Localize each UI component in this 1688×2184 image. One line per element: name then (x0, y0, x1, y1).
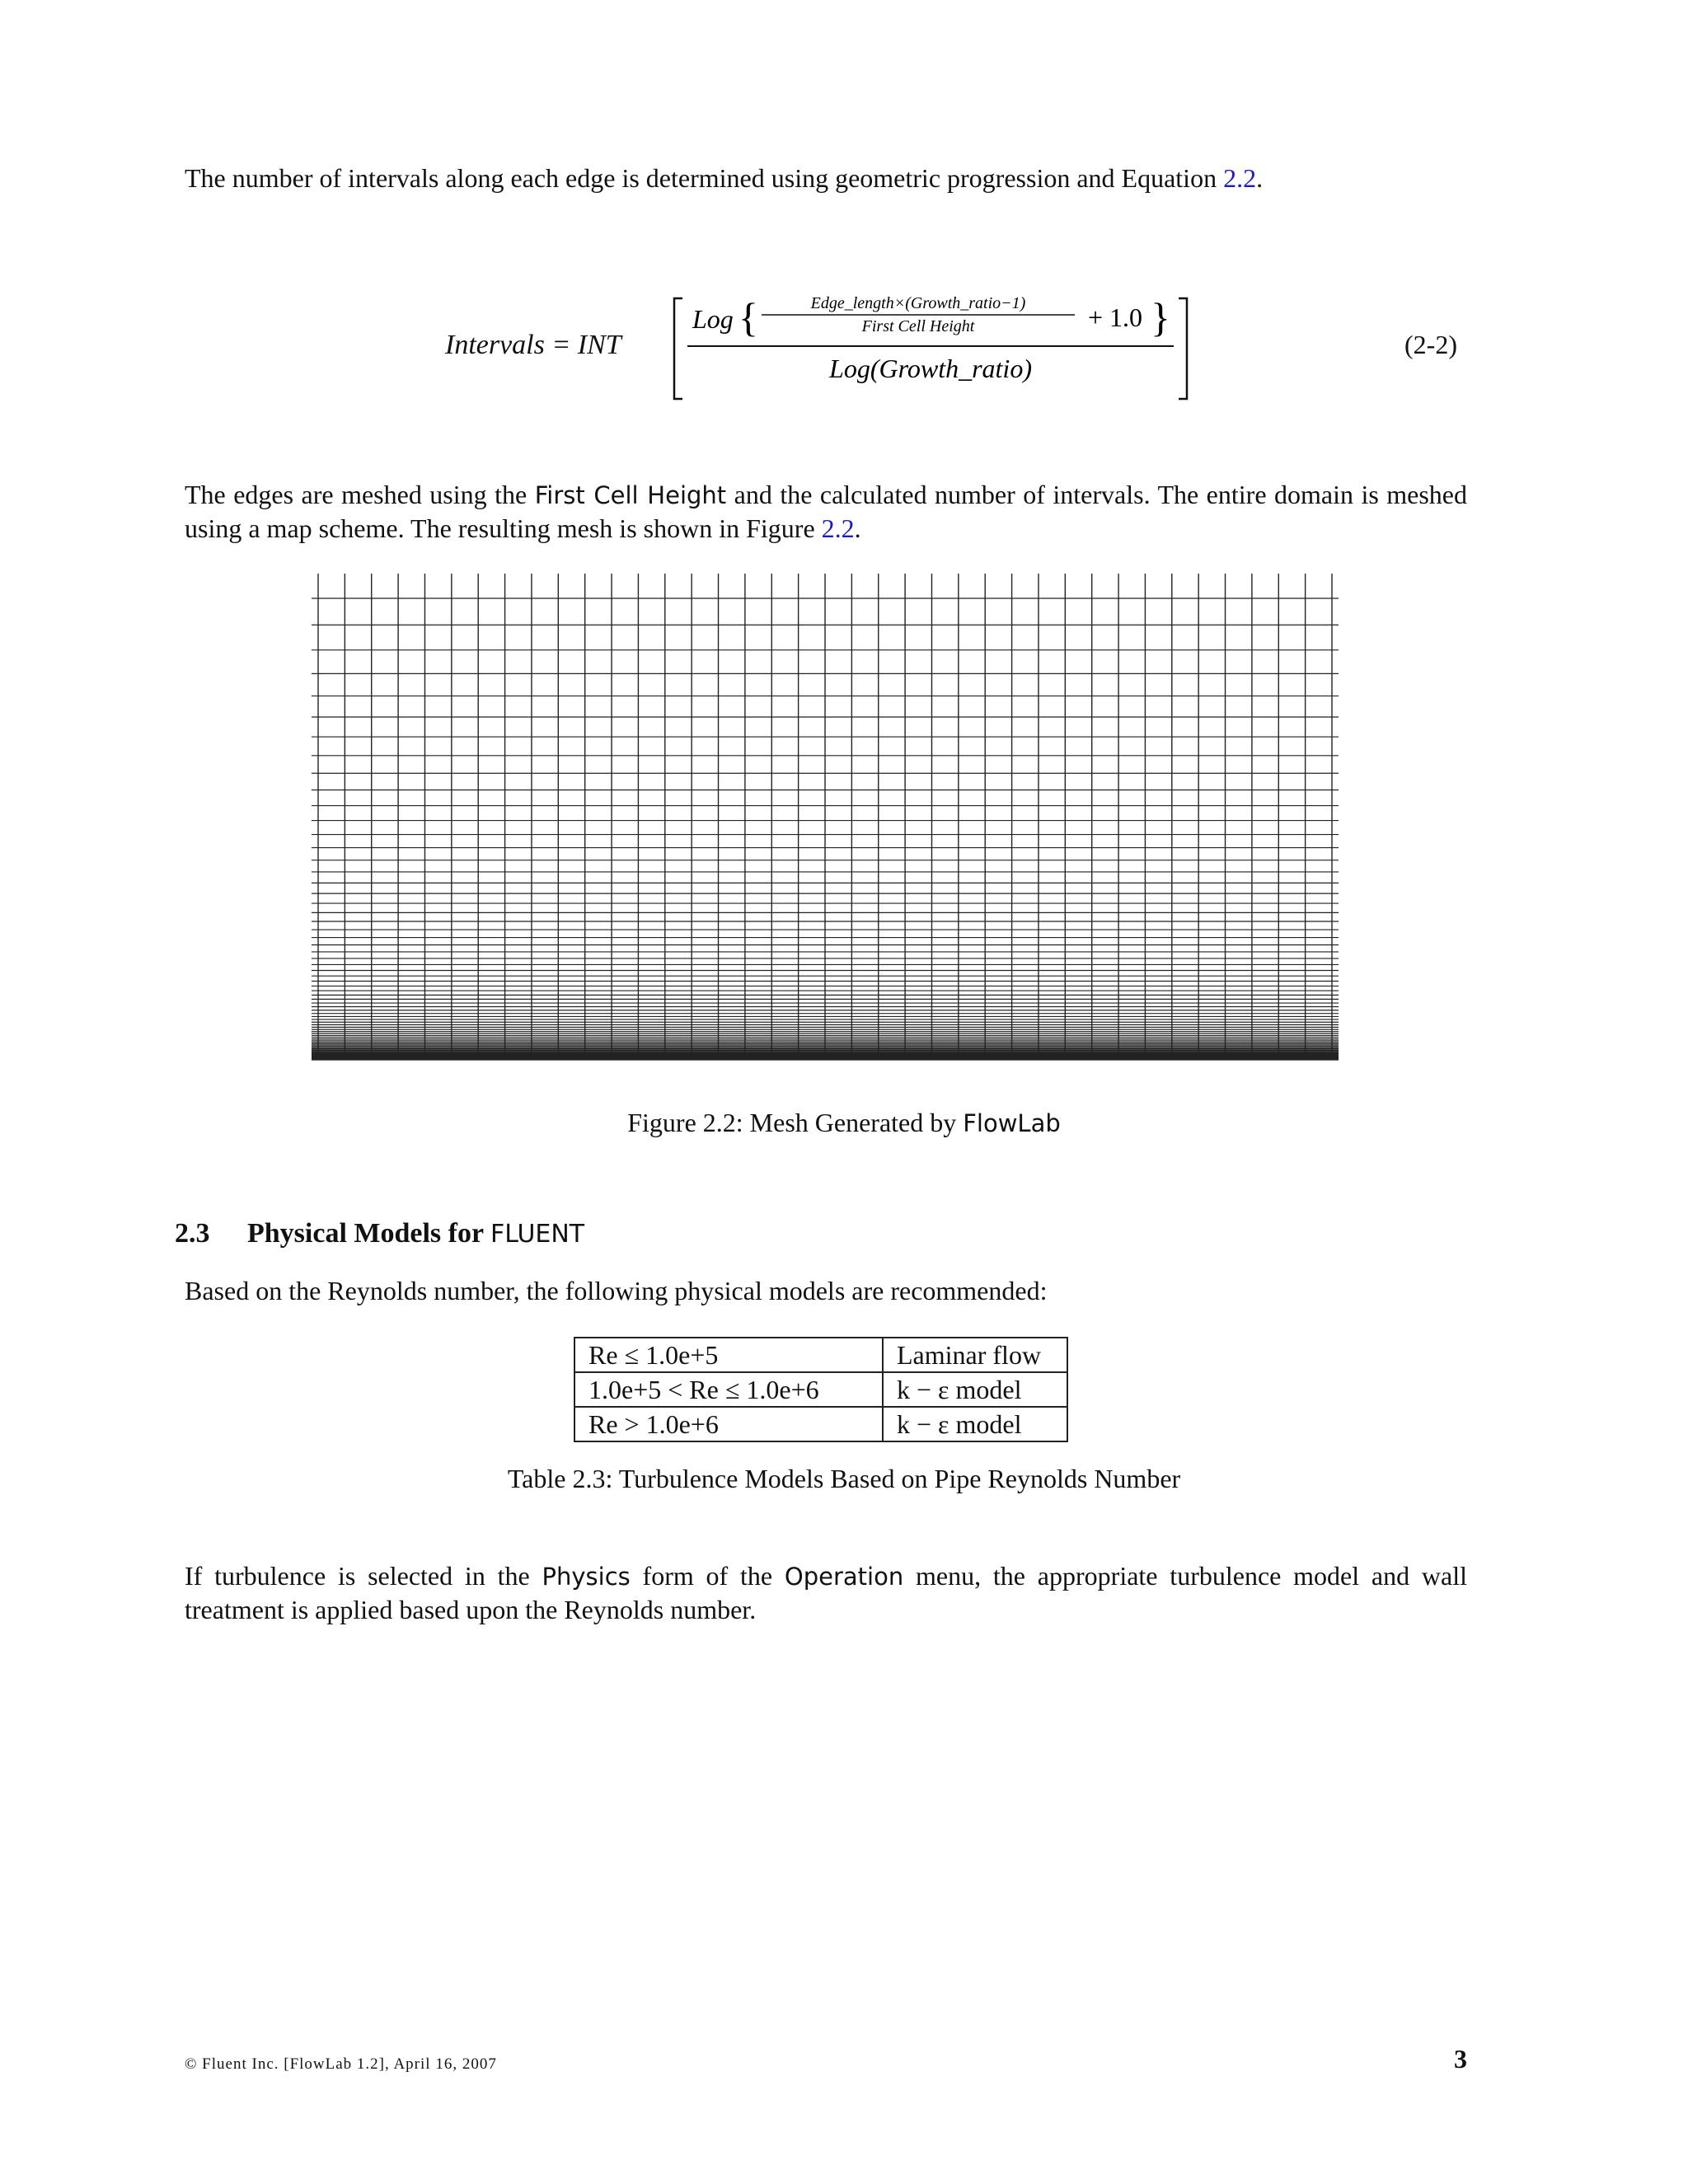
equation-lower: Log(Growth_ratio) (829, 354, 1032, 383)
equation-2-2 (445, 290, 1467, 405)
mesh-paragraph (185, 478, 1467, 545)
mesh-text-1: The edges are meshed using the (185, 480, 535, 509)
equation-ref-link[interactable]: 2.2 (1223, 163, 1257, 193)
equation-number: (2-2) (1404, 330, 1457, 359)
turb-text-3: menu, the appropriate turbulence model and wall treatment is applied based upon the Reynolds number. (185, 1561, 1468, 1624)
table-cell: Laminar flow (883, 1338, 1067, 1372)
table-cell: k − ε model (883, 1372, 1067, 1407)
mesh-text-2: and the calculated number of intervals. The entire domain is meshed using a map scheme. The resulting mesh is shown in Figure (185, 480, 1468, 543)
table-row (574, 1372, 1067, 1407)
intro-end: . (1256, 163, 1264, 193)
right-bracket (1179, 298, 1187, 399)
right-brace: } (1151, 294, 1170, 340)
table-row (574, 1407, 1067, 1441)
intro-paragraph (185, 162, 1467, 194)
equation-body (445, 290, 1269, 405)
turb-text-2: form of the (630, 1561, 785, 1591)
section-title: Physical Models for (247, 1218, 490, 1249)
equation-denominator: First Cell Height (861, 317, 975, 335)
models-paragraph: Based on the Reynolds number, the following physical models are recommended: (185, 1276, 1048, 1305)
operation-term: Operation (784, 1563, 904, 1591)
turbulence-models-table (574, 1337, 1068, 1442)
equation-plus: + 1.0 (1088, 302, 1143, 332)
mesh-text-end: . (854, 513, 861, 543)
equation-log: Log (692, 304, 734, 334)
table-cell: Re > 1.0e+6 (574, 1407, 883, 1441)
physics-term: Physics (542, 1563, 631, 1591)
figure-caption-text: Figure 2.2: Mesh Generated by (627, 1108, 964, 1137)
table-cell: Re ≤ 1.0e+5 (574, 1338, 883, 1372)
figure-ref-link[interactable]: 2.2 (821, 513, 855, 543)
left-bracket (674, 298, 682, 399)
intro-text: The number of intervals along each edge is determined using geometric progression and Equation (185, 163, 1224, 193)
section-heading (175, 1218, 584, 1249)
turb-text-1: If turbulence is selected in the (185, 1561, 542, 1591)
figure-caption-flowlab: FlowLab (963, 1109, 1061, 1137)
table-caption: Table 2.3: Turbulence Models Based on Pipe Reynolds Number (507, 1464, 1181, 1493)
equation-numerator: Edge_length×(Growth_ratio−1) (810, 294, 1026, 312)
left-brace: { (738, 294, 758, 340)
footer-copyright: © Fluent Inc. [FlowLab 1.2], April 16, 2007 (185, 2055, 497, 2073)
page-number: 3 (1454, 2044, 1467, 2074)
section-number: 2.3 (175, 1218, 210, 1249)
mesh-figure (312, 574, 1339, 1063)
table-row (574, 1338, 1067, 1372)
section-title-fluent: FLUENT (490, 1220, 585, 1249)
first-cell-height-term: First Cell Height (534, 481, 727, 509)
turbulence-paragraph (185, 1559, 1467, 1626)
table-cell: k − ε model (883, 1407, 1067, 1441)
table-cell: 1.0e+5 < Re ≤ 1.0e+6 (574, 1372, 883, 1407)
figure-caption (0, 1108, 1688, 1138)
equation-lhs: Intervals = INT (445, 330, 621, 360)
